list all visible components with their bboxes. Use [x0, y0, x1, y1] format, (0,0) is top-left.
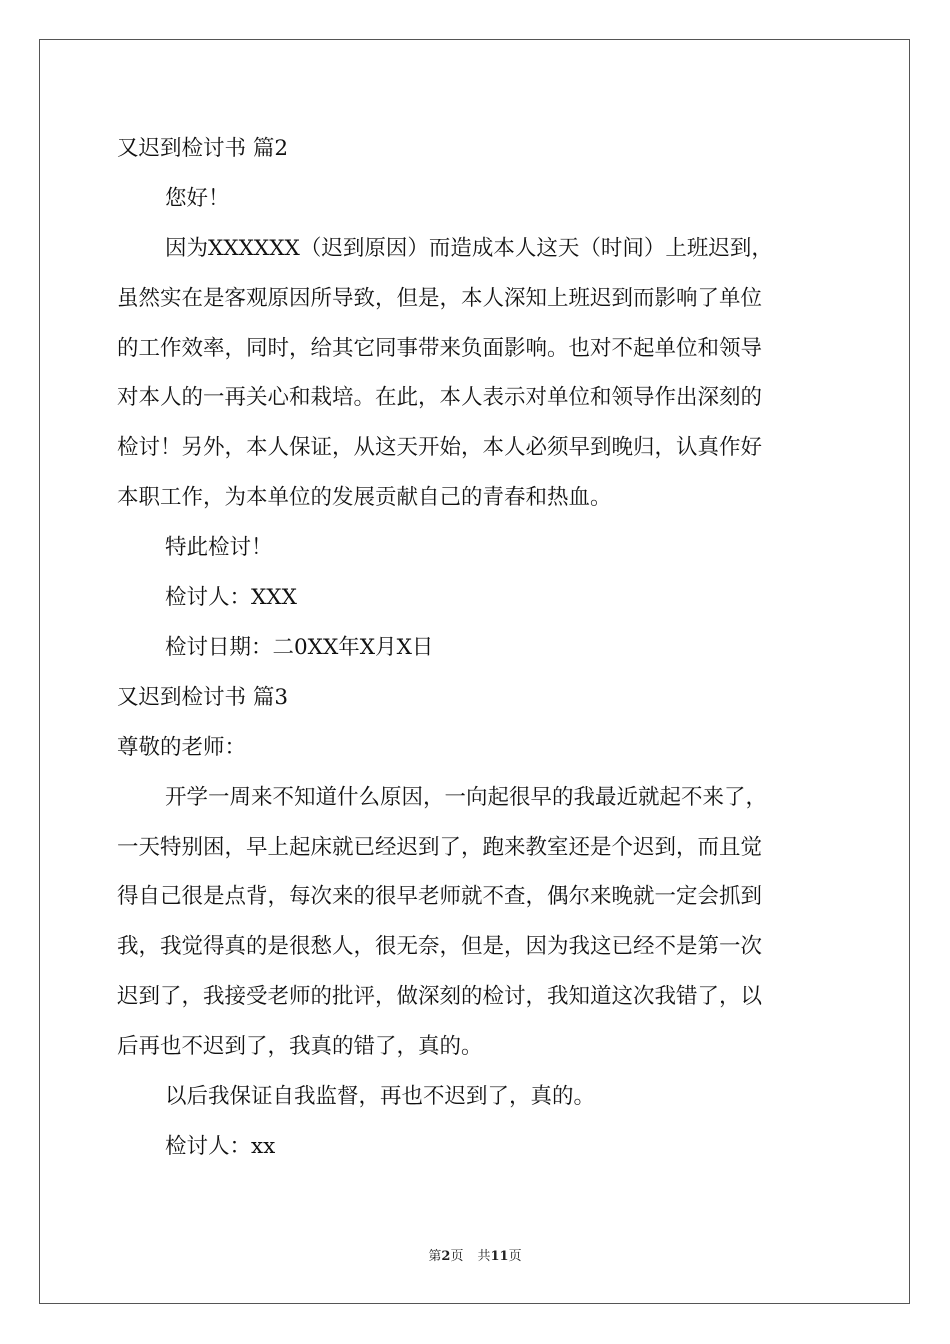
- paragraph-line: 虽然实在是客观原因所导致，但是，本人深知上班迟到而影响了单位: [117, 285, 763, 311]
- paragraph-line: 迟到了，我接受老师的批评，做深刻的检讨，我知道这次我错了，以: [117, 983, 763, 1009]
- page-footer: [0, 1245, 950, 1264]
- section2-closing: 特此检讨！: [165, 534, 273, 560]
- section3-heading: 又迟到检讨书 篇3: [117, 684, 289, 710]
- total-pages: 11: [490, 1249, 509, 1264]
- section3-salutation: 尊敬的老师：: [117, 734, 247, 760]
- paragraph-line: 本职工作，为本单位的发展贡献自己的青春和热血。: [117, 484, 612, 510]
- page-suffix: 页: [450, 1249, 464, 1264]
- document-body: [117, 124, 837, 1172]
- total-prefix: 共: [477, 1249, 491, 1264]
- paragraph-line: 得自己很是点背，每次来的很早老师就不查，偶尔来晚就一定会抓到: [117, 884, 763, 910]
- paragraph-line: 对本人的一再关心和栽培。在此，本人表示对单位和领导作出深刻的: [117, 385, 763, 411]
- section2-signature: 检讨人：XXX: [165, 584, 297, 610]
- section2-heading: 又迟到检讨书 篇2: [117, 136, 289, 161]
- section3-paragraph: [117, 773, 837, 1072]
- paragraph-line: 因为XXXXXX（迟到原因）而造成本人这天（时间）上班迟到，: [165, 236, 773, 261]
- total-suffix: 页: [508, 1249, 522, 1264]
- page-prefix: 第: [428, 1249, 442, 1264]
- paragraph-line: 开学一周来不知道什么原因，一向起很早的我最近就起不来了，: [165, 784, 768, 810]
- section2-date: 检讨日期：二0XX年X月X日: [165, 634, 434, 660]
- paragraph-line: 一天特别困，早上起床就已经迟到了，跑来教室还是个迟到，而且觉: [117, 834, 763, 860]
- section2-paragraph: [117, 224, 837, 523]
- paragraph-line: 我，我觉得真的是很愁人，很无奈，但是，因为我这已经不是第一次: [117, 934, 763, 960]
- paragraph-line: 后再也不迟到了，我真的错了，真的。: [117, 1033, 483, 1059]
- paragraph-line: 的工作效率，同时，给其它同事带来负面影响。也对不起单位和领导: [117, 335, 763, 361]
- paragraph-line: 检讨！另外，本人保证，从这天开始，本人必须早到晚归，认真作好: [117, 435, 763, 461]
- section3-closing: 以后我保证自我监督，再也不迟到了，真的。: [165, 1083, 596, 1109]
- page-number: 2: [441, 1249, 451, 1264]
- section2-greeting: 您好！: [165, 186, 230, 211]
- section3-signature: 检讨人：xx: [165, 1133, 276, 1159]
